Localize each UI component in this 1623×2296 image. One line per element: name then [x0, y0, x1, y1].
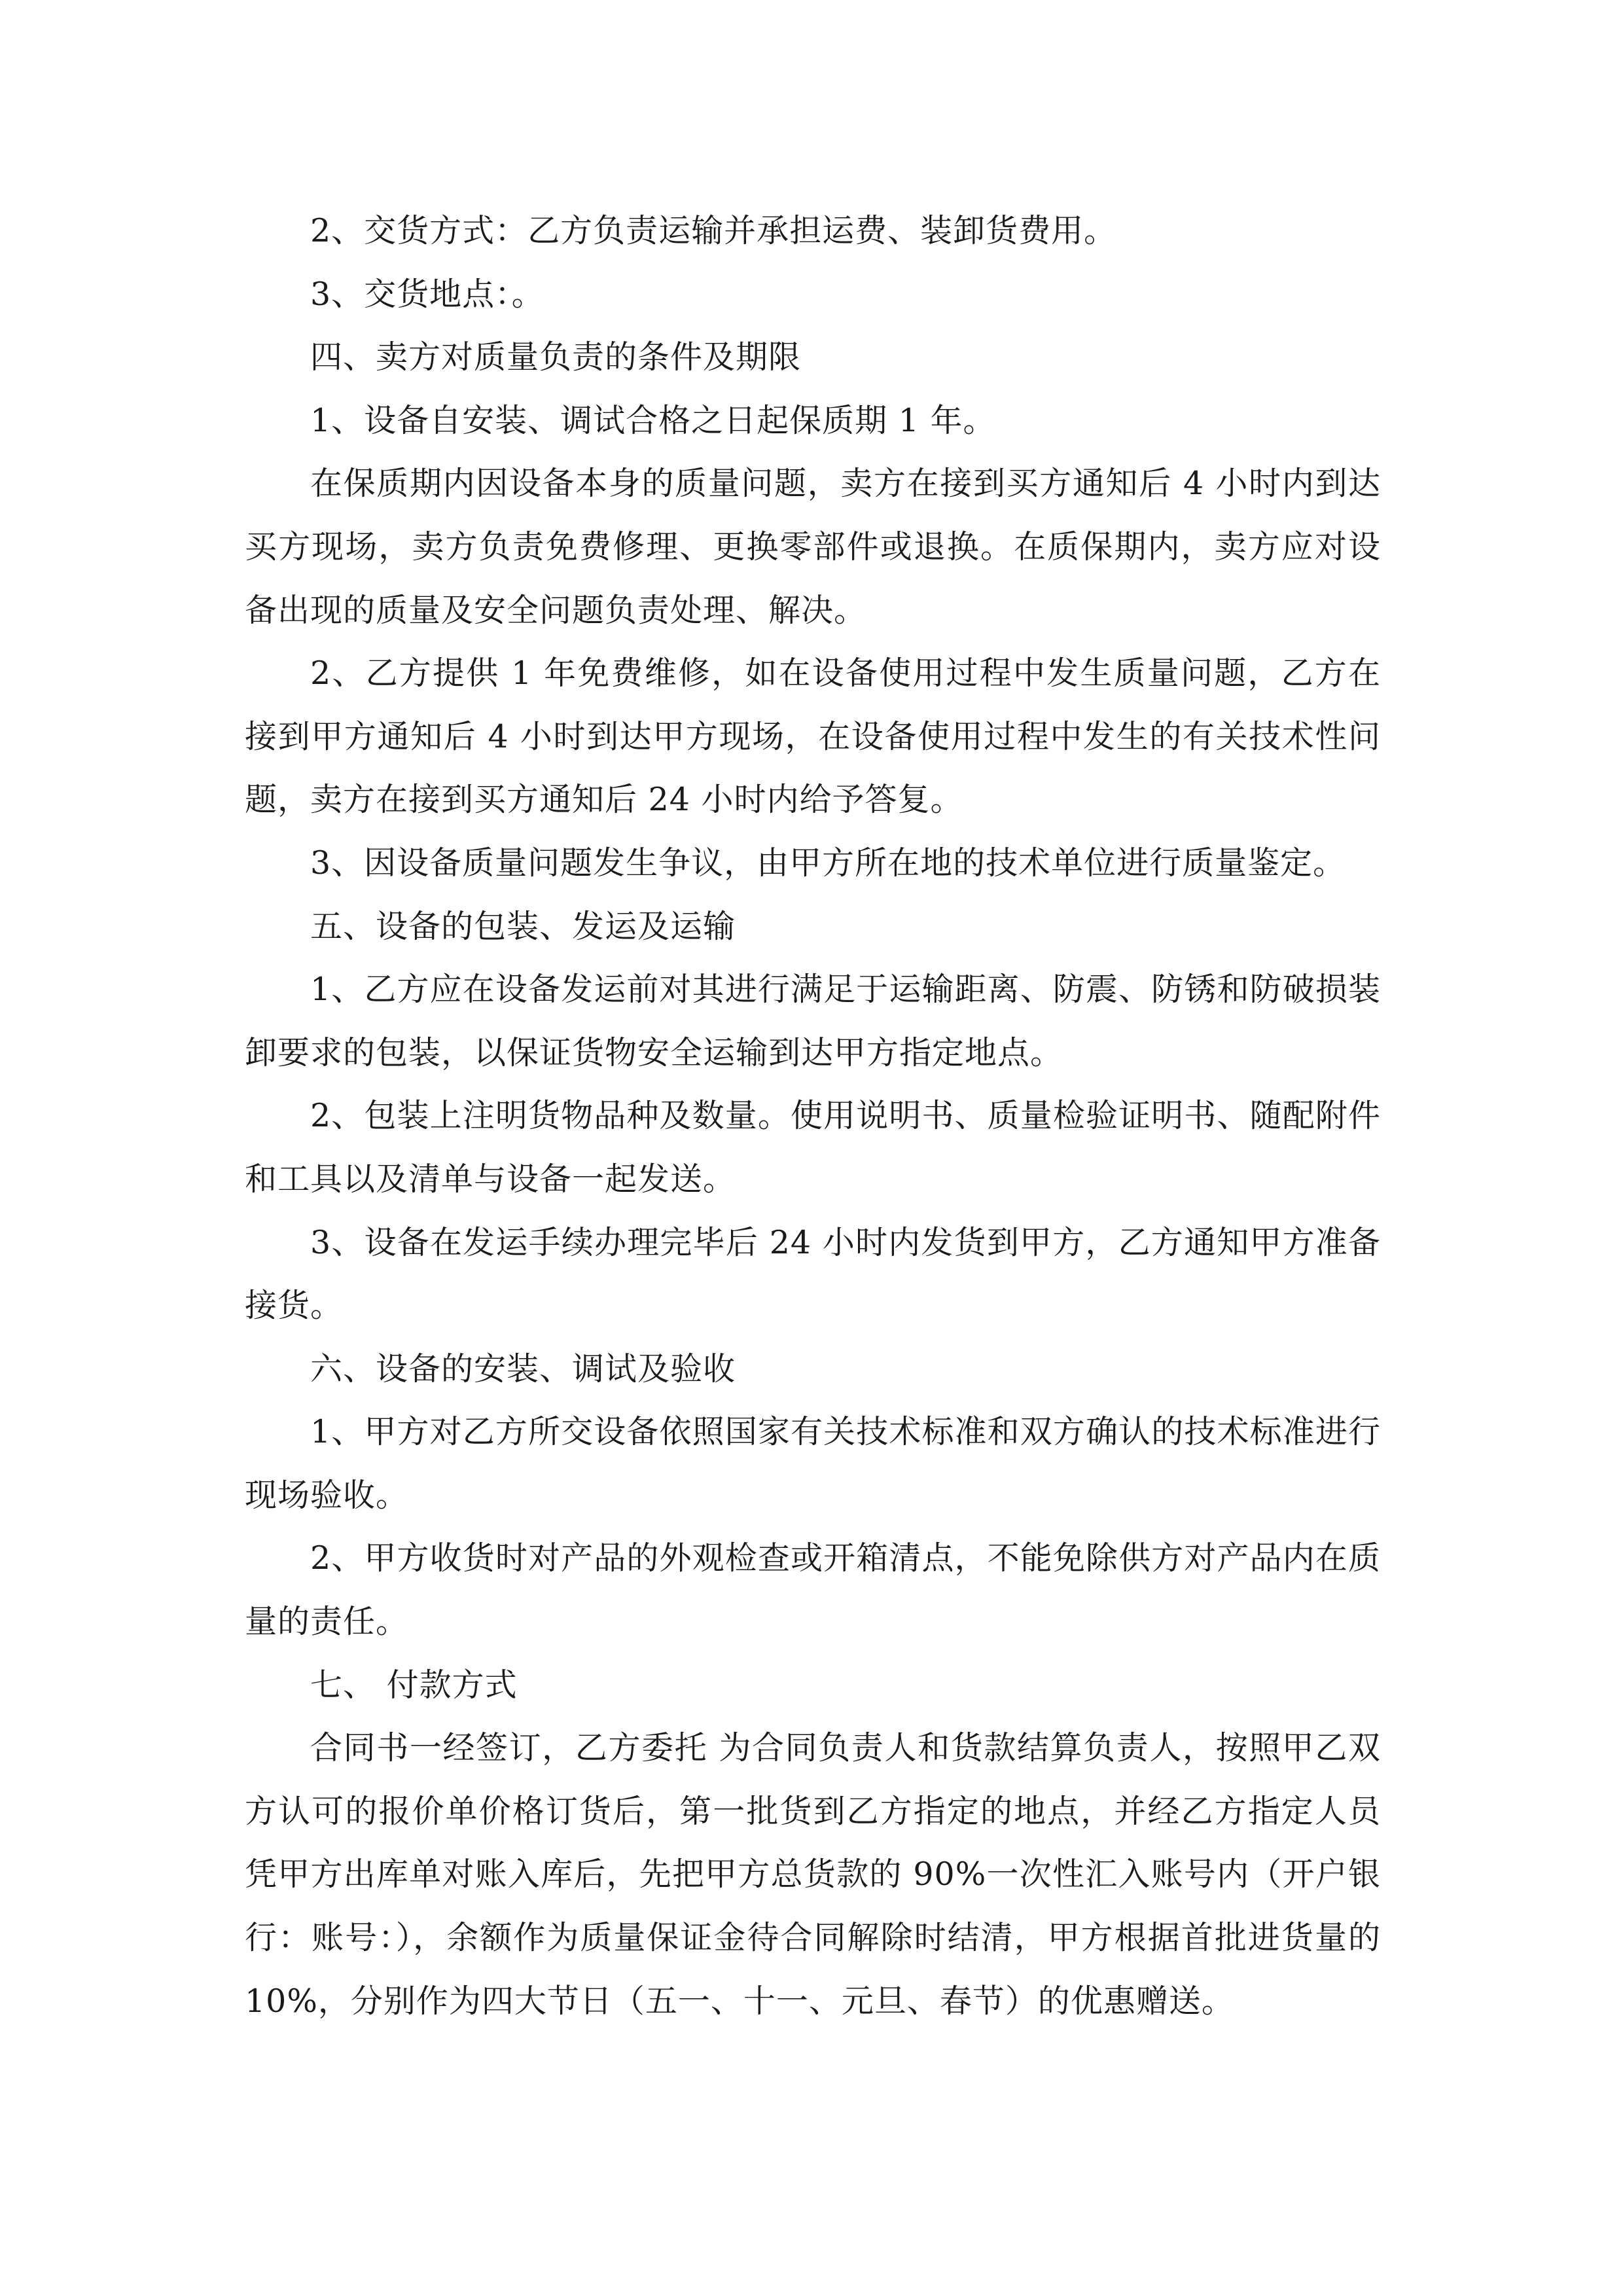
section-heading-quality: 四、卖方对质量负责的条件及期限 — [310, 338, 802, 376]
section-heading-packaging: 五、设备的包装、发运及运输 — [310, 907, 736, 945]
paragraph-packaging-labels: 2、包装上注明货物品种及数量。使用说明书、质量检验证明书、随配附件和工具以及清单与设备一起发送。 — [245, 1097, 1381, 1198]
paragraph-delivery-location: 3、交货地点：。 — [310, 275, 544, 313]
paragraph-inspection-liability: 2、甲方收货时对产品的外观检查或开箱清点，不能免除供方对产品内在质量的责任。 — [245, 1539, 1381, 1641]
paragraph-free-maintenance: 2、乙方提供 1 年免费维修，如在设备使用过程中发生质量问题，乙方在接到甲方通知后 4 小时到达甲方现场，在设备使用过程中发生的有关技术性问题，卖方在接到买方通知后 24 小时内给予答复。 — [245, 655, 1381, 819]
section-heading-installation: 六、设备的安装、调试及验收 — [310, 1350, 736, 1388]
paragraph-quality-dispute: 3、因设备质量问题发生争议，由甲方所在地的技术单位进行质量鉴定。 — [310, 844, 1346, 882]
paragraph-acceptance-standards: 1、甲方对乙方所交设备依照国家有关技术标准和双方确认的技术标准进行现场验收。 — [245, 1413, 1381, 1514]
paragraph-warranty-period: 1、设备自安装、调试合格之日起保质期 1 年。 — [310, 401, 996, 439]
paragraph-packaging-requirements: 1、乙方应在设备发运前对其进行满足于运输距离、防震、防锈和防破损装卸要求的包装，以保证货物安全运输到达甲方指定地点。 — [245, 971, 1381, 1071]
section-heading-payment: 七、 付款方式 — [310, 1666, 518, 1704]
document-body — [245, 200, 1381, 2033]
paragraph-delivery-method: 2、交货方式：乙方负责运输并承担运费、装卸货费用。 — [310, 212, 1117, 249]
paragraph-shipping-time: 3、设备在发运手续办理完毕后 24 小时内发货到甲方，乙方通知甲方准备接货。 — [245, 1223, 1381, 1325]
paragraph-warranty-terms: 在保质期内因设备本身的质量问题，卖方在接到买方通知后 4 小时内到达买方现场，卖方负责免费修理、更换零部件或退换。在质保期内，卖方应对设备出现的质量及安全问题负责处理、解决。 — [245, 465, 1381, 629]
paragraph-payment-terms: 合同书一经签订，乙方委托 为合同负责人和货款结算负责人，按照甲乙双方认可的报价单价格订货后，第一批货到乙方指定的地点，并经乙方指定人员凭甲方出库单对账入库后，先把甲方总货款的 90%一次性汇入账号内（开户银行：账号：），余额作为质量保证金待合同解除时结清，甲方根据首批进货量的 10%，分别作为四大节日（五一、十一、元旦、春节）的优惠赠送。 — [245, 1729, 1381, 2020]
